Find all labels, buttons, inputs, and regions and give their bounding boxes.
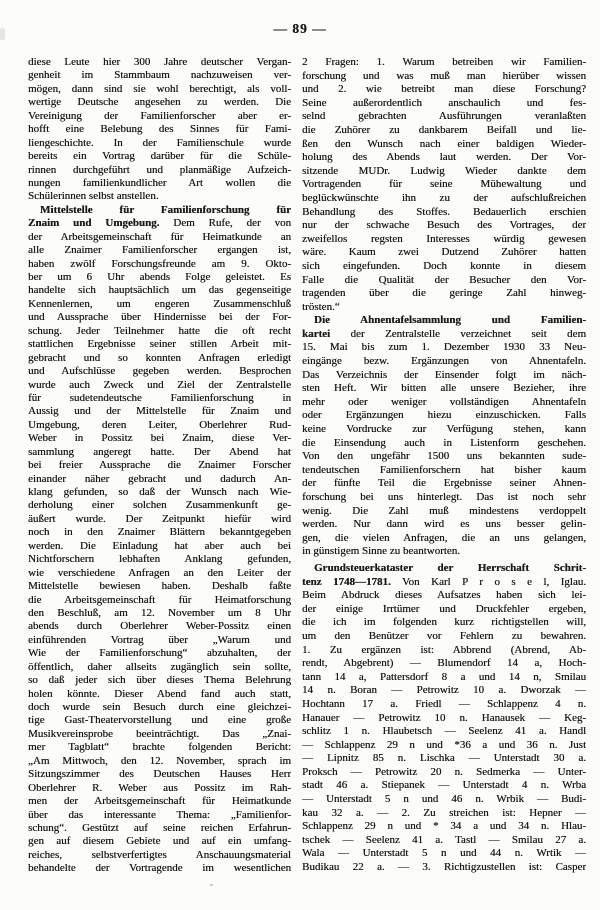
text-line	[28, 513, 291, 526]
line-text: abends durch Oberlehrer Weber-Possitz einen	[28, 620, 291, 633]
text-line	[28, 835, 291, 848]
text-line	[302, 644, 586, 658]
line-text: Wala — Unterstadt 5 n und 44 n. Wrtik —	[302, 847, 586, 860]
text-line	[28, 231, 291, 244]
line-text: werden. Nur dann wird es uns besser gelin-	[302, 518, 586, 531]
text-line	[302, 233, 586, 247]
text-line	[302, 423, 586, 437]
line-text: die ich im folgenden kurz richtigstellen will,	[302, 616, 586, 629]
line-text: Aussig und der Mittelstelle für Znaim und	[28, 405, 291, 418]
line-text: mehr oder weniger vollständigen Ahnentafeln	[302, 395, 586, 408]
text-line	[28, 177, 291, 190]
text-line	[28, 634, 291, 647]
line-text: werden. Die Einladung hat aber auch bei	[28, 539, 291, 552]
line-text: Vereinigung der Familienforscher aber er-	[28, 109, 291, 122]
text-line	[28, 258, 291, 271]
line-text: tann 14 a, Pattersdorf 8 a und 14 n, Smilau	[302, 670, 586, 683]
line-text: handelte sich hauptsächlich um das gegenseitige	[28, 284, 291, 297]
text-line	[28, 688, 291, 701]
line-text: gen, die vielen Anfragen, die an uns gelangen,	[302, 531, 586, 544]
text-line	[28, 298, 291, 311]
line-text: gen auf diesem Gebiete und auf ein umfang-	[28, 835, 291, 848]
text-line	[28, 647, 291, 660]
text-line	[302, 219, 586, 233]
line-text: der einige Irrtümer und Druckfehler ergeben,	[302, 602, 586, 615]
line-text: 14 n. Boran — Petrowitz 10 a. Dworzak —	[302, 684, 586, 697]
line-text: Weber in Possitz bei Znaim, diese Ver-	[28, 432, 291, 445]
line-text: — Lipnitz 85 n. Lischka — Unterstadt 30 a.	[302, 752, 586, 765]
line-text: und 2. wie betreibt man diese Forschung?	[302, 83, 586, 96]
line-text: Wie der Familienforschung“ abzuhalten, der	[28, 647, 291, 660]
line-text: klang gefunden, so daß der Wunsch nach Wie-	[28, 486, 291, 498]
text-line	[302, 437, 586, 451]
text-line	[302, 820, 586, 834]
line-text: eingänge bezw. Ergänzungen von Ahnentafeln.	[302, 355, 586, 368]
text-line	[28, 338, 291, 351]
line-text: kau 32 a. — 2. Zu streichen ist: Hepner —	[302, 806, 586, 819]
text-line	[28, 795, 291, 808]
text-line	[302, 165, 586, 179]
line-text: Kennenlernen, um engeren Zusammenschluß	[28, 297, 291, 310]
text-line	[28, 392, 291, 405]
line-text: tendeutschen Familienforschern hat bisher kaum	[302, 463, 586, 476]
text-line	[302, 616, 586, 630]
text-line	[28, 284, 291, 297]
text-line	[28, 217, 291, 230]
text-line	[302, 589, 586, 603]
line-text: Seine außerordentlich anschaulich und fes-	[302, 96, 586, 109]
line-text: rendt, Abgebrent) — Blumendorf 14 a, Hoch-	[302, 657, 586, 670]
text-line	[28, 822, 291, 835]
text-line	[302, 793, 586, 807]
text-line	[28, 594, 291, 607]
text-line	[302, 671, 586, 685]
paragraph-lead-text: tenz 1748—1781.	[302, 575, 391, 588]
text-line	[28, 755, 291, 768]
text-line	[28, 674, 291, 687]
line-text: „Am Mittwoch, den 12. November, sprach im	[28, 754, 291, 767]
paragraph-lead-text: Grundsteuerkataster der Herrschaft Schrit-	[314, 561, 586, 574]
text-line	[302, 834, 586, 848]
scan-smudge	[0, 28, 5, 40]
line-text: mögen, dann sind sie wohl berechtigt, als voll-	[28, 82, 291, 95]
text-line	[302, 274, 586, 288]
line-text: trösten.“	[302, 300, 340, 313]
line-text: der Arbeitsgemeinschaft für Heimatkunde an	[28, 230, 291, 243]
line-text: die Einsendung auch in Listenform geschehen.	[302, 436, 586, 449]
line-text: Von den ungefähr 1500 uns bekannten sude-	[302, 450, 586, 463]
text-line	[302, 138, 586, 152]
line-text: nur der schwache Besuch des Vortrages, der	[302, 219, 586, 232]
line-text: wäre. Kaum zwei Dutzend Zuhörer hatten	[302, 246, 586, 259]
text-line	[302, 491, 586, 505]
text-line	[302, 518, 586, 532]
text-line	[302, 206, 586, 220]
line-text: derholung einer solchen Zusammenkunft ge-	[28, 499, 291, 512]
text-line	[28, 190, 291, 203]
text-line	[28, 271, 291, 284]
text-line	[28, 567, 291, 580]
line-text: nungen familienkundlicher Art wollen die	[28, 176, 291, 189]
text-line	[28, 446, 291, 459]
line-text: Mittelstelle bewiesen haben. Deshalb faßte	[28, 580, 291, 593]
line-text: stadt 46 a. Stiepanek — Unterstadt 4 n. Wrba	[302, 779, 586, 792]
right-text-column	[302, 56, 586, 875]
text-line	[28, 96, 291, 109]
line-text: Umgebung, deren Leiter, Oberlehrer Rud-	[28, 418, 291, 431]
line-text: Schlappenz 29 n und * 34 a und 34 n. Hlau-	[302, 820, 586, 833]
paragraph-lead-text: kartei	[302, 327, 331, 340]
line-text: wertige Deutsche angesehen zu werden. Die	[28, 96, 291, 109]
text-line	[302, 178, 586, 192]
line-text: bei freier Aussprache die Znaimer Forscher	[28, 459, 291, 472]
line-text: beglückwünschte ihn zu der aufschlußreichen	[302, 191, 586, 204]
line-text: 15. Mai bis zum 1. Dezember 1930 33 Neu-	[302, 341, 586, 354]
line-text: Musikvereinsprobe beeinträchtigt. Das „Znai-	[28, 727, 291, 740]
line-text: — Schlappenz 29 n und *36 a und 36 n. Just	[302, 738, 586, 751]
line-text: wie verschiedene Anfragen an den Leiter der	[28, 566, 291, 579]
text-line	[302, 409, 586, 423]
text-line	[28, 83, 291, 96]
line-text: forschung bei uns hinterlegt. Das ist noch sehr	[302, 491, 586, 503]
line-text: Hanauer — Petrowitz 10 n. Hanausek — Keg-	[302, 711, 586, 724]
text-line	[302, 287, 586, 301]
text-line	[302, 246, 586, 260]
text-line	[28, 849, 291, 862]
text-line	[302, 630, 586, 644]
text-line	[28, 473, 291, 486]
text-line	[28, 56, 291, 69]
line-text: 1. Zu ergänzen ist: Abbrend (Abrend, Ab-	[302, 643, 586, 656]
line-text: Sitzungszimmer des Deutschen Hauses Herr	[28, 768, 291, 781]
text-line	[28, 137, 291, 150]
line-text: 2 Fragen: 1. Warum betreiben wir Familien-	[302, 56, 586, 68]
text-line	[302, 97, 586, 111]
text-line	[28, 150, 291, 163]
text-line	[302, 341, 586, 355]
line-text: Vortragenden für seine Mühewaltung und	[302, 178, 586, 191]
line-text: doch wurde sein Besuch durch eine gleichzei-	[28, 701, 291, 713]
text-line	[302, 301, 586, 315]
text-line	[28, 432, 291, 445]
text-line	[28, 110, 291, 123]
line-text: men der Arbeitsgemeinschaft für Heimatkunde	[28, 795, 291, 808]
text-line	[302, 477, 586, 491]
text-line	[302, 124, 586, 138]
line-text: liengeschichte. In der Familienschule wurde	[28, 136, 291, 149]
line-text: Nichtforschern lebhaften Anklang gefunden,	[28, 553, 291, 566]
text-line	[28, 311, 291, 324]
line-text: für sudetendeutsche Familienforschung in	[28, 391, 291, 404]
text-line	[28, 714, 291, 727]
text-line	[28, 69, 291, 82]
line-text: Dem Rufe, der von	[159, 217, 291, 230]
line-text: die Arbeitsgemeinschaft für Heimatforschung	[28, 593, 291, 606]
text-line	[302, 464, 586, 478]
line-text: forschung und was muß man hierüber wissen	[302, 69, 586, 82]
line-text: tschek — Seelenz 41 a. Tastl — Smilau 27 a.	[302, 833, 586, 846]
line-text: über das interessante Thema: „Familienfor-	[28, 808, 291, 821]
line-text: schlitz 1 n. Hlaubetsch — Seelenz 41 a. Handl	[302, 725, 586, 738]
line-text: schung. Jeder Teilnehmer hatte die oft recht	[28, 324, 291, 337]
text-line	[302, 712, 586, 726]
text-line	[302, 532, 586, 546]
text-line	[28, 782, 291, 795]
text-line	[302, 684, 586, 698]
text-line	[302, 725, 586, 739]
line-text: sten Heft. Wir bitten alle unsere Bezieher, ihre	[302, 382, 586, 395]
line-text: ßen den Wunsch nach einer baldigen Wieder-	[302, 137, 586, 150]
line-text: diese Leute hier 300 Jahre deutscher Vergan-	[28, 56, 291, 68]
text-line	[302, 505, 586, 519]
text-line	[302, 83, 586, 97]
line-text: und Aufschlüsse gegeben werden. Besprochen	[28, 365, 291, 378]
line-text: Oberlehrer R. Weber aus Possitz im Rah-	[28, 781, 291, 794]
line-text: rinnen durchgeführt und planmäßige Aufzeich-	[28, 163, 291, 176]
text-line	[302, 110, 586, 124]
text-line	[302, 861, 586, 875]
text-line	[28, 607, 291, 620]
line-text: holen könnte. Dieser Abend fand auch statt,	[28, 687, 291, 700]
text-line	[302, 260, 586, 274]
line-text: haben zwölf Forschungsfreunde am 9. Okto-	[28, 257, 291, 270]
text-line	[302, 752, 586, 766]
line-text: tige Gast-Theatervorstellung und eine große	[28, 714, 291, 727]
text-line	[28, 768, 291, 781]
line-text: Das Verzeichnis der Einsender folgt im näch-	[302, 368, 586, 381]
text-line	[302, 396, 586, 410]
text-line	[302, 355, 586, 369]
line-text: Falle die Qualität der Besucher den Vor-	[302, 273, 586, 286]
line-text: Budikau 22 a. — 3. Richtigzustellen ist: Casper	[302, 861, 586, 874]
page-number: — 89 —	[273, 21, 327, 36]
text-line	[28, 526, 291, 539]
text-line	[302, 56, 586, 70]
text-line	[28, 486, 291, 499]
line-text: mer Tagblatt“ brachte folgenden Bericht:	[28, 741, 291, 754]
line-text: einführenden Vortrag über „Warum und	[28, 633, 291, 646]
scan-speck	[210, 884, 213, 886]
line-text: — Unterstadt 5 n und 46 n. Wrbik — Budi-	[302, 793, 586, 806]
text-line	[28, 701, 291, 714]
line-text: die Zuhörer zu dankbarem Beifall und lie-	[302, 123, 586, 136]
text-line	[302, 657, 586, 671]
line-text: selnd gebrachten Ausführungen veranlaßten	[302, 110, 586, 123]
text-line	[28, 325, 291, 338]
text-line	[302, 847, 586, 861]
line-text: der Zentralstelle verzeichnet seit dem	[330, 327, 586, 340]
line-text: zweifellos regsten Interesses würdig gewesen	[302, 232, 586, 245]
line-text: keine Vordrucke zur Verfügung stehen, kann	[302, 423, 586, 436]
paragraph-lead-text: Die Ahnentafelsammlung und Familien-	[314, 314, 586, 327]
line-text: Behandlung des Stoffes. Bedauerlich erschien	[302, 205, 586, 218]
text-line	[28, 620, 291, 633]
text-line	[28, 553, 291, 566]
line-text: sich eingefunden. Doch konnte in diesem	[302, 259, 586, 272]
line-text: genheit im Stammbaum nachzuweisen ver-	[28, 69, 291, 82]
text-line	[28, 728, 291, 741]
line-text: alle Znaimer Familienforscher ergangen ist,	[28, 244, 291, 257]
line-text: hofft eine Belebung des Sinnes für Fami-	[28, 123, 291, 136]
line-text: Proksch — Petrowitz 20 n. Sedmerka — Unter-	[302, 765, 586, 778]
text-line	[302, 369, 586, 383]
line-text: wenig. Die Zahl muß mindestens verdoppelt	[302, 504, 586, 517]
text-line	[302, 382, 586, 396]
line-text: Schülerinnen selbst anstellen.	[28, 190, 159, 203]
line-text: noch in den Znaimer Blättern bekanntgegeben	[28, 526, 291, 539]
text-line	[302, 314, 586, 328]
text-line	[302, 562, 586, 576]
text-line	[28, 244, 291, 257]
line-text: äußert wurde. Der Zeitpunkt hiefür wird	[28, 512, 291, 525]
line-text: öffentlich, daher allseits zugänglich sein sollte,	[28, 660, 291, 673]
text-line	[302, 545, 586, 559]
text-line	[302, 807, 586, 821]
text-line	[302, 576, 586, 590]
paragraph-lead-text: Mittelstelle für Familienforschung für	[40, 203, 291, 216]
line-text: behandelte der Vortragende im wesentlichen	[28, 862, 291, 875]
text-line	[28, 164, 291, 177]
text-line	[28, 499, 291, 512]
line-text: schung“. Gestützt auf seine reichen Erfahrun-	[28, 821, 291, 834]
text-line	[28, 365, 291, 378]
text-line	[28, 741, 291, 754]
line-text: Von Karl P r o s e l, Iglau.	[390, 575, 586, 588]
line-text: in günstigem Sinne zu beantworten.	[302, 545, 460, 558]
line-text: sitzende MUDr. Ludwig Wieder dankte dem	[302, 164, 586, 177]
text-line	[28, 419, 291, 432]
text-line	[28, 862, 291, 875]
line-text: holung des Abends laut werden. Der Vor-	[302, 151, 586, 164]
line-text: der fünfte Teil die Ergebnisse seiner Ahnen-	[302, 477, 586, 490]
line-text: tragenden über die geringe Zahl hinweg-	[302, 287, 586, 300]
line-text: sammlung angeregt hatte. Der Abend hat	[28, 445, 291, 458]
text-line	[28, 809, 291, 822]
text-line	[28, 580, 291, 593]
text-line	[302, 70, 586, 84]
left-text-column	[28, 56, 291, 876]
line-text: bereits ein Vortrag darüber für die Schüle-	[28, 150, 291, 163]
text-line	[28, 379, 291, 392]
text-line	[28, 661, 291, 674]
text-line	[28, 352, 291, 365]
text-line	[302, 328, 586, 342]
text-line	[28, 540, 291, 553]
text-line	[302, 779, 586, 793]
text-line	[302, 603, 586, 617]
line-text: einander näher gebracht und dadurch An-	[28, 472, 291, 485]
line-text: Beim Abdruck dieses Aufsatzes haben sich lei-	[302, 589, 586, 602]
line-text: um den Benützer vor Fehlern zu bewahren.	[302, 629, 586, 642]
line-text: reiches, selbstverfertigtes Anschauungsmaterial	[28, 848, 291, 861]
line-text: stattlichen Ergebnisse seiner stillen Arbeit mit-	[28, 338, 291, 351]
text-line	[302, 766, 586, 780]
text-line	[302, 450, 586, 464]
paragraph-lead-text: Znaim und Umgebung.	[28, 217, 160, 230]
line-text: oder Ergänzungen hiezu einzuschicken. Falls	[302, 409, 586, 422]
line-text: und Aussprache über Hindernisse bei der For-	[28, 311, 291, 324]
text-line	[302, 698, 586, 712]
text-line	[302, 151, 586, 165]
text-line	[28, 204, 291, 217]
text-line	[28, 405, 291, 418]
text-line	[302, 739, 586, 753]
text-line	[28, 123, 291, 136]
line-text: ber um 6 Uhr abends Folge geleistet. Es	[28, 271, 291, 283]
line-text: Hochtann 17 a. Friedl — Schlappenz 4 n.	[302, 697, 586, 710]
line-text: wurde auch Zweck und Ziel der Zentralstelle	[28, 378, 291, 391]
line-text: den Beschluß, am 12. November um 8 Uhr	[28, 606, 291, 619]
line-text: gebracht und so konnten Anfragen erledigt	[28, 351, 291, 364]
text-line	[28, 459, 291, 472]
line-text: so daß jeder sich über dieses Thema Belehrung	[28, 674, 291, 687]
text-line	[302, 192, 586, 206]
